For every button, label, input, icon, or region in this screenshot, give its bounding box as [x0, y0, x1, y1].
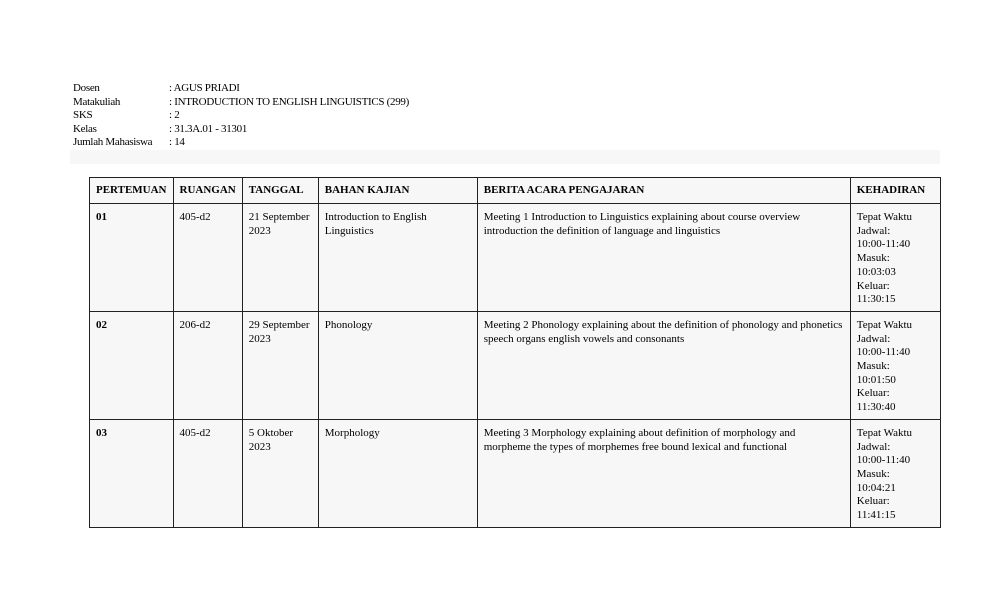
cell-berita-acara: Meeting 1 Introduction to Linguistics explaining about course overview introduction the definition of language and linguistics	[477, 204, 850, 312]
course-info	[73, 82, 409, 150]
cell-berita-acara: Meeting 2 Phonology explaining about the definition of phonology and phonetics speech organs english vowels and consonants	[477, 311, 850, 419]
kelas-value: : 31.3A.01 - 31301	[169, 122, 248, 135]
cell-ruangan: 405-d2	[173, 419, 242, 527]
cell-pertemuan: 03	[90, 419, 174, 527]
jumlah-label: Jumlah Mahasiswa	[73, 136, 153, 149]
matakuliah-label: Matakuliah	[73, 95, 121, 108]
cell-bahan-kajian: Introduction to English Linguistics	[318, 204, 477, 312]
cell-bahan-kajian: Phonology	[318, 311, 477, 419]
info-row-matakuliah	[73, 96, 409, 110]
info-row-dosen	[73, 82, 409, 96]
jumlah-value: : 14	[169, 136, 185, 149]
divider-bar	[70, 150, 940, 164]
header-berita-acara: BERITA ACARA PENGAJARAN	[477, 178, 850, 204]
header-tanggal: TANGGAL	[242, 178, 318, 204]
table-row	[90, 311, 941, 419]
cell-pertemuan: 02	[90, 311, 174, 419]
matakuliah-value: : INTRODUCTION TO ENGLISH LINGUISTICS (299)	[169, 95, 409, 108]
attendance-table-wrapper	[89, 177, 1008, 528]
header-bahan-kajian: BAHAN KAJIAN	[318, 178, 477, 204]
cell-tanggal: 21 September 2023	[242, 204, 318, 312]
sks-value: : 2	[169, 109, 180, 122]
cell-ruangan: 206-d2	[173, 311, 242, 419]
table-row	[90, 204, 941, 312]
cell-tanggal: 5 Oktober 2023	[242, 419, 318, 527]
cell-pertemuan: 01	[90, 204, 174, 312]
cell-ruangan: 405-d2	[173, 204, 242, 312]
cell-kehadiran: Tepat Waktu Jadwal: 10:00-11:40 Masuk: 10:01:50 Keluar: 11:30:40	[850, 311, 940, 419]
cell-bahan-kajian: Morphology	[318, 419, 477, 527]
cell-tanggal: 29 September 2023	[242, 311, 318, 419]
header-kehadiran: KEHADIRAN	[850, 178, 940, 204]
dosen-label: Dosen	[73, 82, 100, 94]
cell-berita-acara: Meeting 3 Morphology explaining about definition of morphology and morpheme the types of morphemes free bound lexical and functional	[477, 419, 850, 527]
table-header-row	[90, 178, 941, 204]
table-row	[90, 419, 941, 527]
info-row-sks	[73, 109, 409, 123]
sks-label: SKS	[73, 109, 93, 122]
header-pertemuan: PERTEMUAN	[90, 178, 174, 204]
header-ruangan: RUANGAN	[173, 178, 242, 204]
attendance-table	[89, 177, 941, 528]
cell-kehadiran: Tepat Waktu Jadwal: 10:00-11:40 Masuk: 10:03:03 Keluar: 11:30:15	[850, 204, 940, 312]
info-row-jumlah	[73, 136, 409, 150]
dosen-value: : AGUS PRIADI	[169, 82, 240, 94]
info-row-kelas	[73, 123, 409, 137]
cell-kehadiran: Tepat Waktu Jadwal: 10:00-11:40 Masuk: 10:04:21 Keluar: 11:41:15	[850, 419, 940, 527]
kelas-label: Kelas	[73, 122, 97, 135]
